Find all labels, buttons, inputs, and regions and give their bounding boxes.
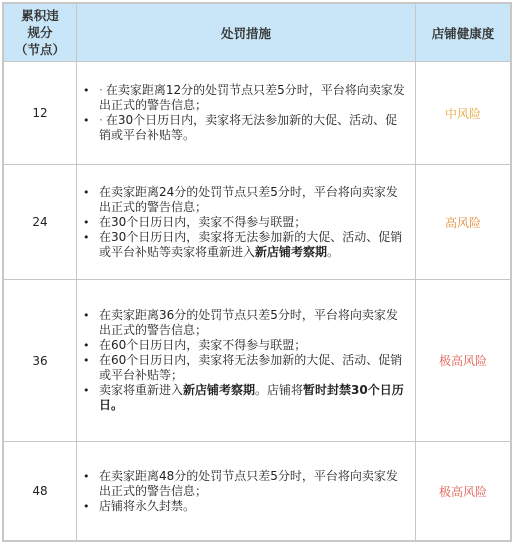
measures-cell (77, 62, 416, 165)
table-row (4, 62, 511, 165)
item-bold-text: 新店铺考察期 (255, 244, 328, 259)
score-cell: 36 (4, 280, 77, 442)
item-text: 在30个日历日内，卖家不得参与联盟； (99, 214, 307, 229)
item-text: 卖家将重新进入 (99, 383, 184, 397)
item-text: 在30个日历日内，卖家将无法参加新的大促、活动、促销或平台补贴等。 (99, 113, 398, 142)
measures-list (81, 308, 407, 413)
list-item (95, 338, 407, 353)
table-row (4, 280, 511, 442)
health-cell: 极高风险 (416, 442, 511, 541)
list-item (95, 469, 407, 499)
header-score-line3: （节点） (14, 42, 65, 57)
item-text: 在卖家距离12分的处罚节点只差5分时，平台将向卖家发出正式的警告信息； (99, 83, 405, 112)
list-item (95, 113, 407, 143)
penalty-table (3, 3, 511, 541)
health-cell: 中风险 (416, 62, 511, 165)
measures-cell (77, 165, 416, 280)
health-cell: 高风险 (416, 165, 511, 280)
item-text: 在30个日历日内，卖家将无法参加新的大促、活动、促销或平台补贴等卖家将重新进入 (99, 229, 403, 259)
header-score (4, 4, 77, 62)
list-item (95, 383, 407, 413)
item-text: 。店铺将 (255, 383, 304, 397)
item-text: 在卖家距离36分的处罚节点只差5分时，平台将向卖家发出正式的警告信息； (99, 308, 398, 337)
header-health: 店铺健康度 (416, 4, 511, 62)
list-item (95, 308, 407, 338)
item-marker: · (99, 83, 103, 97)
item-text: 。 (327, 244, 340, 259)
table-row (4, 165, 511, 280)
item-text: 在60个日历日内，卖家将无法参加新的大促、活动、促销或平台补贴等； (99, 353, 403, 382)
item-bold-text: 新店铺考察期 (183, 383, 256, 397)
list-item (95, 353, 407, 383)
item-text: 在60个日历日内，卖家不得参与联盟； (99, 338, 307, 352)
item-text: 在卖家距离48分的处罚节点只差5分时，平台将向卖家发出正式的警告信息； (99, 468, 398, 498)
item-text: 在卖家距离24分的处罚节点只差5分时，平台将向卖家发出正式的警告信息； (99, 184, 398, 214)
item-text: 店铺将永久封禁。 (99, 498, 196, 513)
measures-list (81, 185, 407, 260)
list-item (95, 499, 407, 514)
header-score-line2: 规分 (27, 25, 53, 40)
header-measures: 处罚措施 (77, 4, 416, 62)
measures-cell (77, 442, 416, 541)
list-item (95, 185, 407, 215)
table-row (4, 442, 511, 541)
score-cell: 12 (4, 62, 77, 165)
measures-list (81, 469, 407, 514)
header-row (4, 4, 511, 62)
measures-cell (77, 280, 416, 442)
score-cell: 24 (4, 165, 77, 280)
measures-list (81, 83, 407, 143)
item-bold-text: 暂时封禁30个日历日。 (99, 383, 404, 412)
item-marker: · (99, 113, 103, 127)
health-cell: 极高风险 (416, 280, 511, 442)
list-item (95, 230, 407, 260)
header-score-line1: 累积违 (21, 8, 59, 23)
list-item (95, 215, 407, 230)
score-cell: 48 (4, 442, 77, 541)
list-item (95, 83, 407, 113)
